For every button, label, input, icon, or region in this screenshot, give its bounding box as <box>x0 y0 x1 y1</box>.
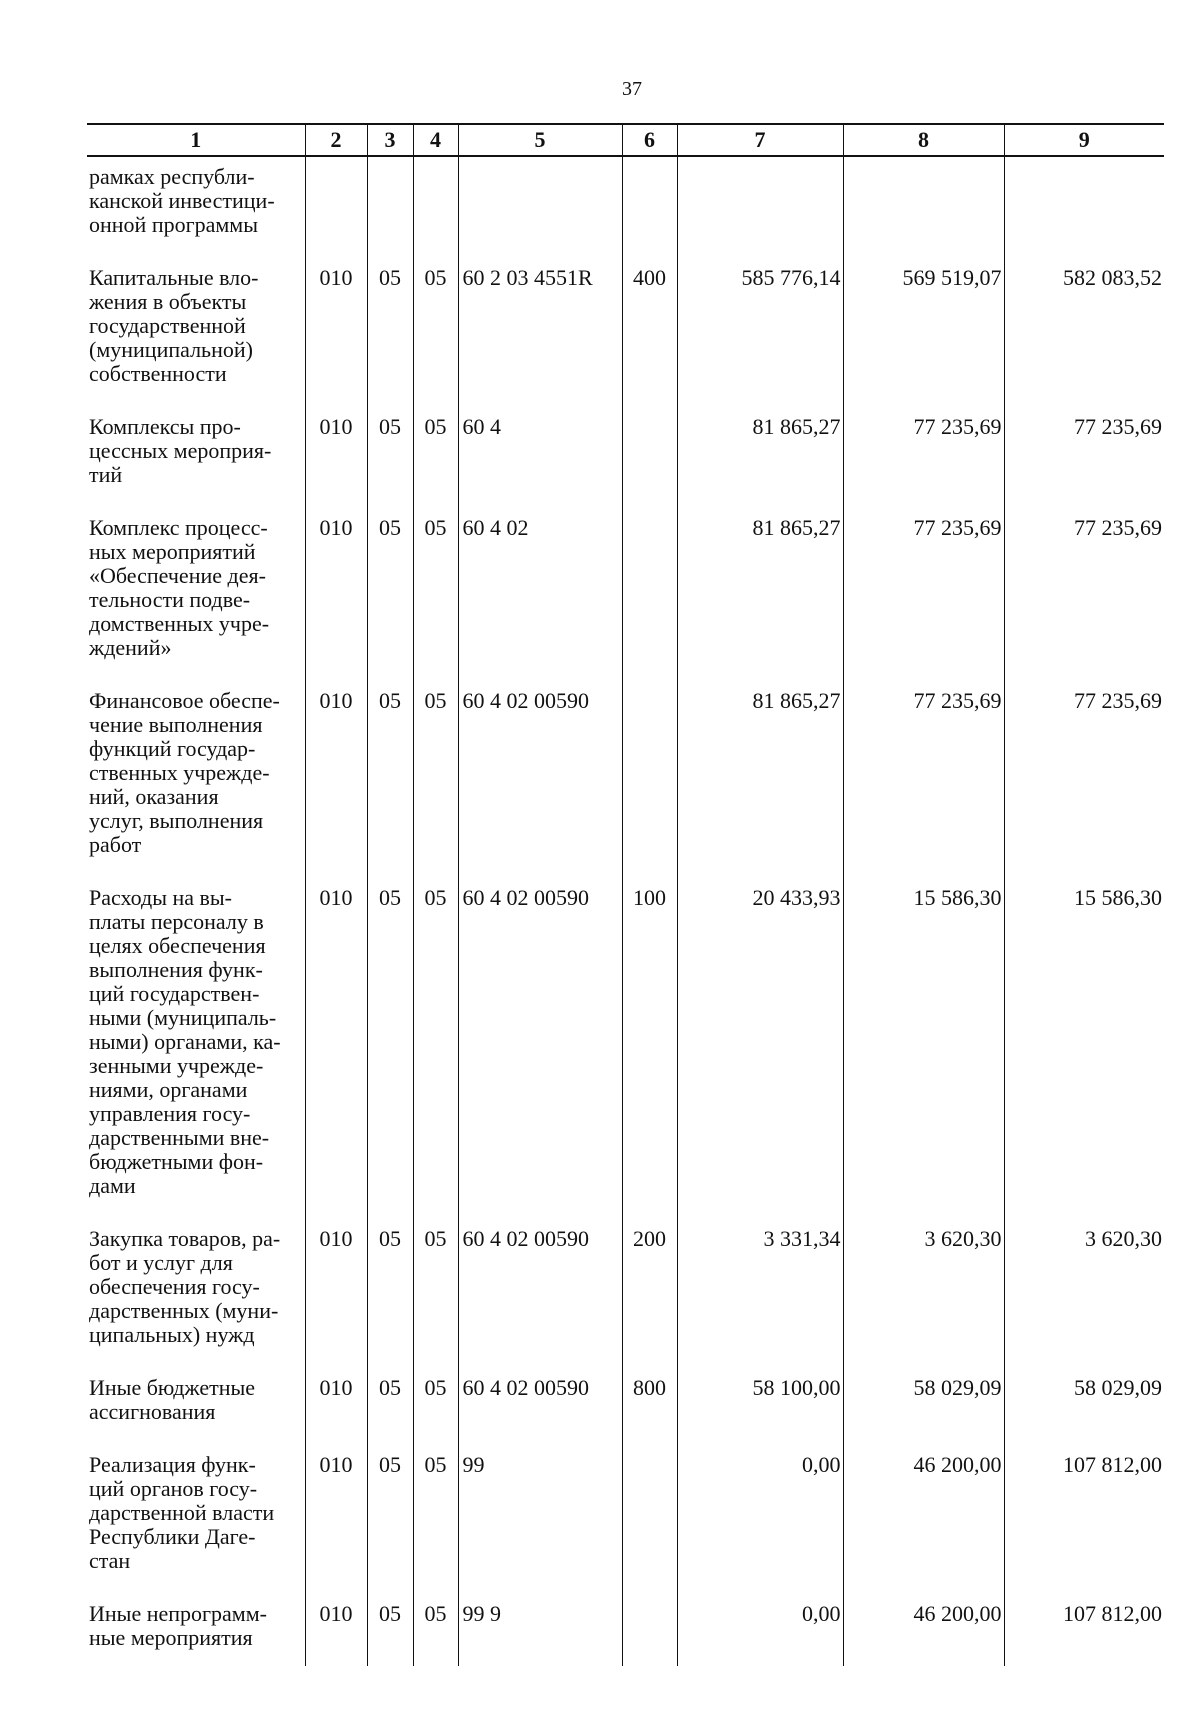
row-amount-8: 46 200,00 <box>843 1440 1004 1589</box>
row-amount-7 <box>677 156 843 253</box>
row-amount-9 <box>1004 156 1164 253</box>
row-code-6 <box>622 503 677 676</box>
row-amount-7: 0,00 <box>677 1589 843 1666</box>
row-code-2: 010 <box>305 402 367 503</box>
row-code-2: 010 <box>305 1589 367 1666</box>
row-name: Закупка товаров, ра- бот и услуг для обеспечения госу- дарственных (муни- ципальных) нужд <box>89 1226 281 1347</box>
row-amount-7: 585 776,14 <box>677 253 843 402</box>
row-code-4: 05 <box>413 1589 458 1666</box>
row-code-4: 05 <box>413 873 458 1214</box>
row-name: Капитальные вло- жения в объекты государственной (муниципальной) собственности <box>89 265 259 386</box>
row-code-5: 99 9 <box>458 1589 622 1666</box>
table-row <box>87 1440 1164 1589</box>
row-code-2: 010 <box>305 253 367 402</box>
row-amount-8: 77 235,69 <box>843 402 1004 503</box>
table-row <box>87 253 1164 402</box>
row-amount-8: 77 235,69 <box>843 503 1004 676</box>
row-code-5 <box>458 156 622 253</box>
row-code-6 <box>622 676 677 873</box>
row-amount-7: 81 865,27 <box>677 402 843 503</box>
row-amount-7: 20 433,93 <box>677 873 843 1214</box>
row-code-2: 010 <box>305 1440 367 1589</box>
row-code-4: 05 <box>413 1363 458 1440</box>
row-amount-9: 107 812,00 <box>1004 1589 1164 1666</box>
row-code-4: 05 <box>413 1214 458 1363</box>
row-amount-8: 3 620,30 <box>843 1214 1004 1363</box>
row-amount-9: 15 586,30 <box>1004 873 1164 1214</box>
row-code-6: 800 <box>622 1363 677 1440</box>
table-row <box>87 1589 1164 1666</box>
row-amount-7: 81 865,27 <box>677 503 843 676</box>
row-code-2: 010 <box>305 873 367 1214</box>
table-row <box>87 503 1164 676</box>
row-code-5: 60 4 02 00590 <box>458 1214 622 1363</box>
row-amount-7: 81 865,27 <box>677 676 843 873</box>
row-code-3: 05 <box>367 402 413 503</box>
header-col-4: 4 <box>413 124 458 156</box>
row-amount-8: 569 519,07 <box>843 253 1004 402</box>
row-name: рамках республи- канской инвестици- онной программы <box>89 164 275 237</box>
row-code-5: 60 2 03 4551R <box>458 253 622 402</box>
row-amount-8: 46 200,00 <box>843 1589 1004 1666</box>
row-amount-9: 77 235,69 <box>1004 676 1164 873</box>
row-amount-9: 58 029,09 <box>1004 1363 1164 1440</box>
row-code-5: 60 4 02 00590 <box>458 873 622 1214</box>
row-code-2: 010 <box>305 676 367 873</box>
row-amount-8 <box>843 156 1004 253</box>
row-code-4 <box>413 156 458 253</box>
row-code-6 <box>622 402 677 503</box>
row-code-3: 05 <box>367 253 413 402</box>
row-code-5: 60 4 02 <box>458 503 622 676</box>
row-code-3: 05 <box>367 1440 413 1589</box>
header-col-3: 3 <box>367 124 413 156</box>
row-name: Иные бюджетные ассигнования <box>89 1375 256 1424</box>
row-code-4: 05 <box>413 676 458 873</box>
row-code-2: 010 <box>305 1363 367 1440</box>
table-row <box>87 676 1164 873</box>
row-code-4: 05 <box>413 1440 458 1589</box>
row-amount-7: 3 331,34 <box>677 1214 843 1363</box>
row-code-3: 05 <box>367 1363 413 1440</box>
table-row <box>87 1214 1164 1363</box>
row-amount-9: 77 235,69 <box>1004 402 1164 503</box>
row-amount-9: 107 812,00 <box>1004 1440 1164 1589</box>
row-code-5: 60 4 02 00590 <box>458 676 622 873</box>
row-amount-8: 15 586,30 <box>843 873 1004 1214</box>
row-amount-7: 58 100,00 <box>677 1363 843 1440</box>
row-name: Комплекс процесс- ных мероприятий «Обеспечение дея- тельности подве- домственных учре- ждений» <box>89 515 270 660</box>
row-name: Реализация функ- ций органов госу- дарственной власти Республики Даге- стан <box>89 1452 275 1573</box>
row-code-4: 05 <box>413 503 458 676</box>
row-amount-9: 77 235,69 <box>1004 503 1164 676</box>
table-row <box>87 156 1164 253</box>
header-col-7: 7 <box>677 124 843 156</box>
row-name: Иные непрограмм- ные мероприятия <box>89 1601 267 1650</box>
table-row <box>87 402 1164 503</box>
row-code-5: 99 <box>458 1440 622 1589</box>
row-amount-9: 3 620,30 <box>1004 1214 1164 1363</box>
header-col-8: 8 <box>843 124 1004 156</box>
row-code-3: 05 <box>367 676 413 873</box>
row-amount-7: 0,00 <box>677 1440 843 1589</box>
row-name: Расходы на вы- платы персоналу в целях обеспечения выполнения функ- ций государствен- ными (муниципаль- ными) органами, ка- зенными учрежде- ниями, органами управления госу- дарственными вне- бюджетными фон- дами <box>89 885 281 1198</box>
row-code-5: 60 4 02 00590 <box>458 1363 622 1440</box>
page-number: 37 <box>622 78 642 100</box>
row-name: Финансовое обеспе- чение выполнения функций государ- ственных учрежде- ний, оказания услуг, выполнения работ <box>89 688 280 857</box>
row-code-5: 60 4 <box>458 402 622 503</box>
row-code-2: 010 <box>305 1214 367 1363</box>
row-name: Комплексы про- цессных мероприя- тий <box>89 414 272 487</box>
row-code-3: 05 <box>367 1589 413 1666</box>
row-code-3 <box>367 156 413 253</box>
table-row <box>87 1363 1164 1440</box>
row-amount-8: 58 029,09 <box>843 1363 1004 1440</box>
row-code-6: 100 <box>622 873 677 1214</box>
header-col-5: 5 <box>458 124 622 156</box>
header-row <box>87 124 1164 156</box>
row-amount-8: 77 235,69 <box>843 676 1004 873</box>
header-col-6: 6 <box>622 124 677 156</box>
row-code-6 <box>622 1589 677 1666</box>
row-code-3: 05 <box>367 503 413 676</box>
row-code-3: 05 <box>367 873 413 1214</box>
row-code-6 <box>622 1440 677 1589</box>
row-code-2 <box>305 156 367 253</box>
row-code-6 <box>622 156 677 253</box>
row-code-3: 05 <box>367 1214 413 1363</box>
header-col-2: 2 <box>305 124 367 156</box>
row-code-6: 200 <box>622 1214 677 1363</box>
row-amount-9: 582 083,52 <box>1004 253 1164 402</box>
row-code-2: 010 <box>305 503 367 676</box>
row-code-4: 05 <box>413 253 458 402</box>
table-row <box>87 873 1164 1214</box>
budget-table <box>87 123 1164 1666</box>
row-code-4: 05 <box>413 402 458 503</box>
header-col-1: 1 <box>87 124 305 156</box>
header-col-9: 9 <box>1004 124 1164 156</box>
row-code-6: 400 <box>622 253 677 402</box>
